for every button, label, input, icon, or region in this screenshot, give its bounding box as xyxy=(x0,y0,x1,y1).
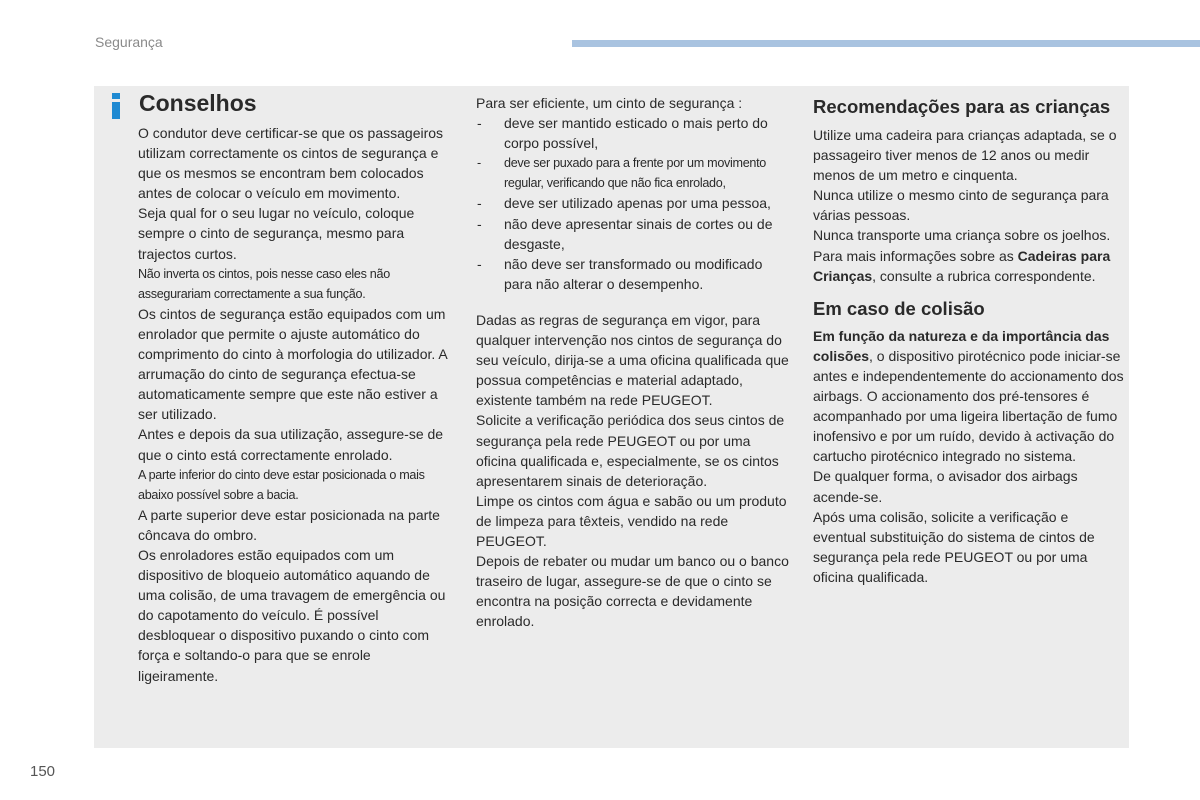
eficiente-list xyxy=(476,113,792,294)
paragraph: Limpe os cintos com água e sabão ou um produto de limpeza para têxteis, vendido na rede PEUGEOT. xyxy=(476,492,787,549)
paragraph: Utilize uma cadeira para crianças adaptada, se o passageiro tiver menos de 12 anos ou medir menos de um metro e cinquenta. xyxy=(813,127,1117,184)
paragraph: Antes e depois da sua utilização, assegure-se de que o cinto está correctamente enrolado. xyxy=(138,426,444,463)
criancas-title: Recomendações para as crianças xyxy=(813,96,1111,117)
eficiente-column xyxy=(476,93,792,631)
list-item: - não deve ser transformado ou modificado para não alterar o desempenho. xyxy=(477,255,763,292)
paragraph: Depois de rebater ou mudar um banco ou o banco traseiro de lugar, assegure-se de que o cinto se encontra na posição correcta e devidamente enrolado. xyxy=(476,553,789,630)
list-item: - não deve apresentar sinais de cortes ou de desgaste, xyxy=(477,215,773,252)
colisao-title: Em caso de colisão xyxy=(813,297,985,319)
paragraph: Nunca utilize o mesmo cinto de segurança para várias pessoas. xyxy=(813,187,1109,224)
list-item: - deve ser utilizado apenas por uma pessoa, xyxy=(477,195,771,212)
paragraph: A parte superior deve estar posicionada na parte côncava do ombro. xyxy=(138,506,440,543)
cadeiras-reference: Cadeiras para Crianças xyxy=(813,247,1111,284)
paragraph: Seja qual for o seu lugar no veículo, coloque sempre o cinto de segurança, mesmo para trajectos curtos. xyxy=(138,205,415,262)
paragraph: A parte inferior do cinto deve estar posicionada o mais abaixo possível sobre a bacia. xyxy=(138,467,425,502)
list-item: - deve ser mantido esticado o mais perto do corpo possível, xyxy=(477,115,768,152)
paragraph: Em função da natureza e da importância das colisões, o dispositivo pirotécnico pode iniciar-se antes e independentemente do accionamento dos airbags. O accionamento dos pré-tensores é acompanhado por uma ligeira libertação de fumo inofensivo e por um ruído, devido à activação do cartucho pirotécnico integrado no sistema. xyxy=(813,327,1124,465)
paragraph: Nunca transporte uma criança sobre os joelhos. xyxy=(813,227,1111,244)
eficiente-intro: Para ser eficiente, um cinto de segurança : xyxy=(476,95,743,111)
paragraph: Os enroladores estão equipados com um dispositivo de bloqueio automático aquando de uma colisão, de uma travagem de emergência ou do capotamento do veículo. É possível desbloquear o dispositivo puxando o cinto com força e soltando-o para que se enrole ligeiramente. xyxy=(138,546,446,684)
paragraph: Os cintos de segurança estão equipados com um enrolador que permite o ajuste automático do comprimento do cinto à morfologia do utilizador. A arrumação do cinto de segurança efectua-se automaticamente sempre que este não estiver a ser utilizado. xyxy=(138,305,447,423)
conselhos-column xyxy=(138,123,452,686)
header-bar xyxy=(572,40,1200,47)
page-number: 150 xyxy=(30,763,56,780)
paragraph: Não inverta os cintos, pois nesse caso eles não assegurariam correctamente a sua função. xyxy=(138,266,390,301)
section-label: Segurança xyxy=(95,34,163,50)
paragraph: Após uma colisão, solicite a verificação e eventual substituição do sistema de cintos de segurança pela rede PEUGEOT ou por uma oficina qualificada. xyxy=(813,508,1095,585)
paragraph: Solicite a verificação periódica dos seus cintos de segurança pela rede PEUGEOT ou por uma oficina qualificada e, especialmente, se os cintos apresentarem sinais de deterioração. xyxy=(476,412,785,489)
paragraph: Dadas as regras de segurança em vigor, para qualquer intervenção nos cintos de segurança do seu veículo, dirija-se a uma oficina qualificada que possua competências e material adaptado, existente também na rede PEUGEOT. xyxy=(476,311,789,409)
info-icon xyxy=(110,93,122,119)
criancas-column xyxy=(813,96,1125,587)
list-item: - deve ser puxado para a frente por um movimento regular, verificando que não fica enrolado, xyxy=(477,156,767,191)
paragraph: De qualquer forma, o avisador dos airbags acende-se. xyxy=(813,468,1078,505)
conselhos-title: Conselhos xyxy=(139,90,257,116)
paragraph: Para mais informações sobre as Cadeiras para Crianças, consulte a rubrica correspondente. xyxy=(813,247,1111,284)
paragraph: O condutor deve certificar-se que os passageiros utilizam correctamente os cintos de segurança e que os mesmos se encontram bem colocados antes de colocar o veículo em movimento. xyxy=(138,125,444,202)
